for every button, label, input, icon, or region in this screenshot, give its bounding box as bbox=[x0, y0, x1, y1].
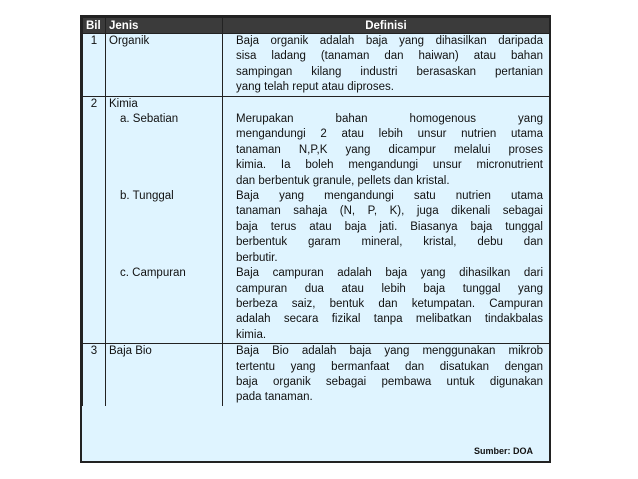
definition-line: dan berbentuk granule, pellets dan kristal. bbox=[236, 174, 450, 187]
header-bil: Bil bbox=[83, 18, 106, 34]
definition-line: baja terus atau baja jati. Biasanya baja tunggal bbox=[236, 220, 543, 233]
definition-line: kimia. Ia boleh mengandungi unsur micronutrient bbox=[236, 159, 543, 172]
definition-line: berbentuk garam mineral, kristal, debu dan bbox=[236, 236, 543, 249]
row-subtype: c. Campuran bbox=[106, 266, 223, 344]
definition-line: Merupakan bahan homogenous yang bbox=[236, 113, 543, 126]
definition-line: sisa ladang (tanaman dan haiwan) atau bahan bbox=[236, 50, 543, 63]
definition-line: sampingan kilang industri berasaskan pertanian bbox=[236, 65, 543, 78]
row-definition bbox=[223, 34, 550, 97]
table-row-kimia bbox=[83, 96, 550, 112]
definition-line: tanaman N,P,K yang dicampur melalui proses bbox=[236, 143, 543, 156]
row-jenis: Organik bbox=[106, 34, 223, 97]
row-subtype: b. Tunggal bbox=[106, 189, 223, 266]
definition-line: tanaman sahaja (N, P, K), juga dikenali sebagai bbox=[236, 205, 543, 218]
header-jenis: Jenis bbox=[106, 18, 223, 34]
definition-line: berbutir. bbox=[236, 251, 278, 264]
table-row-organik bbox=[83, 34, 550, 97]
definition-line: Baja organik adalah baja yang dihasilkan daripada bbox=[236, 35, 543, 47]
definition-table bbox=[82, 17, 550, 406]
source-note: Sumber: DOA bbox=[473, 446, 533, 456]
definition-line: Baja campuran adalah baja yang dihasilkan dari bbox=[236, 267, 543, 280]
row-definition bbox=[223, 266, 550, 344]
definition-line: baja organik sebagai pembawa untuk digunakan bbox=[236, 375, 543, 388]
definition-line: tertentu yang bermanfaat dan disatukan dengan bbox=[236, 360, 543, 373]
row-jenis: Kimia bbox=[106, 96, 223, 112]
row-definition bbox=[223, 112, 550, 189]
definition-line: Baja yang mengandungi satu nutrien utama bbox=[236, 190, 543, 203]
definition-line: Baja Bio adalah baja yang menggunakan mikrob bbox=[236, 345, 543, 358]
table-row-tunggal bbox=[83, 189, 550, 266]
table-row-campuran bbox=[83, 266, 550, 344]
definition-line: campuran dua atau lebih baja tunggal yang bbox=[236, 282, 543, 295]
definition-line: yang telah reput atau diproses. bbox=[236, 81, 394, 94]
definition-line: mengandungi 2 atau lebih unsur nutrien utama bbox=[236, 128, 543, 141]
row-number: 3 bbox=[83, 344, 106, 406]
row-definition bbox=[223, 344, 550, 406]
fertilizer-definition-table bbox=[80, 15, 551, 463]
table-row-baja-bio bbox=[83, 344, 550, 406]
row-subtype: a. Sebatian bbox=[106, 112, 223, 189]
definition-line: berbeza saiz, bentuk dan ketumpatan. Campuran bbox=[236, 297, 543, 310]
row-number: 2 bbox=[83, 96, 106, 112]
definition-line: kimia. bbox=[236, 328, 267, 341]
row-jenis: Baja Bio bbox=[106, 344, 223, 406]
header-row bbox=[83, 18, 550, 34]
header-definisi: Definisi bbox=[223, 18, 550, 34]
table-row-sebatian bbox=[83, 112, 550, 189]
row-number: 1 bbox=[83, 34, 106, 97]
definition-line: pada tanaman. bbox=[236, 391, 313, 404]
definition-line: adalah secara fizikal tanpa melibatkan tindakbalas bbox=[236, 313, 543, 326]
row-definition bbox=[223, 189, 550, 266]
